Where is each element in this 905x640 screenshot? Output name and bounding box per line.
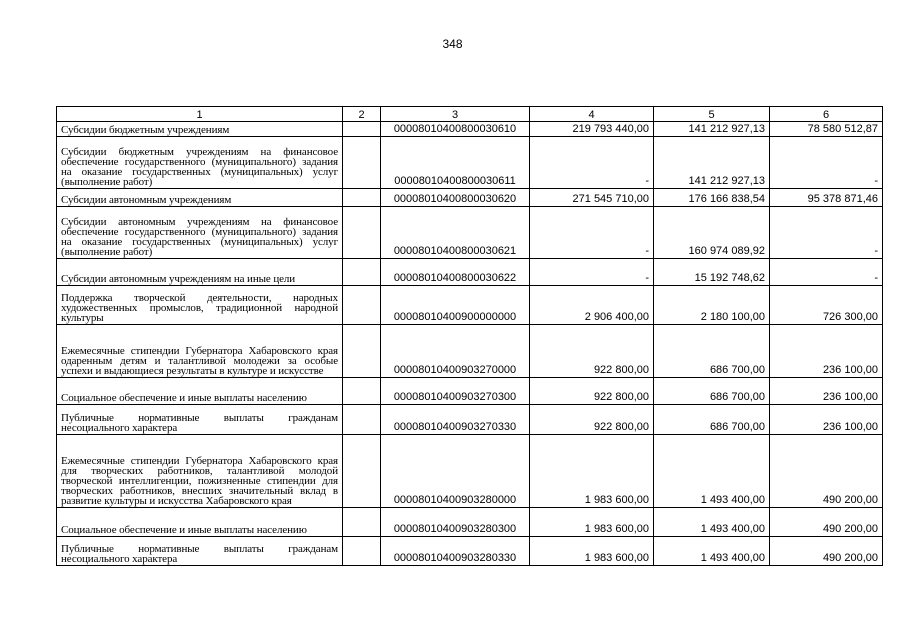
row-amount-col4: 922 800,00 <box>530 405 654 435</box>
table-row <box>57 137 883 189</box>
row-amount-col4: 271 545 710,00 <box>530 189 654 207</box>
row-col2 <box>343 508 381 537</box>
row-amount-col6: 236 100,00 <box>770 325 883 378</box>
row-amount-col4: 2 906 400,00 <box>530 286 654 325</box>
row-amount-col4: 922 800,00 <box>530 325 654 378</box>
row-col2 <box>343 137 381 189</box>
row-amount-col4: 922 800,00 <box>530 378 654 405</box>
page-number: 348 <box>442 37 463 51</box>
row-amount-col5: 141 212 927,13 <box>654 122 770 137</box>
row-description: Субсидии бюджетным учреждениям <box>57 122 343 137</box>
row-code: 00008010400903280000 <box>381 435 530 508</box>
row-amount-col6: 78 580 512,87 <box>770 122 883 137</box>
table-row <box>57 325 883 378</box>
row-amount-col5: 176 166 838,54 <box>654 189 770 207</box>
row-col2 <box>343 537 381 566</box>
column-header-3: 3 <box>381 107 530 122</box>
table-row <box>57 207 883 259</box>
row-col2 <box>343 189 381 207</box>
table-row <box>57 435 883 508</box>
row-amount-col5: 686 700,00 <box>654 325 770 378</box>
budget-table <box>56 106 883 566</box>
column-header-4: 4 <box>530 107 654 122</box>
row-code: 00008010400800030610 <box>381 122 530 137</box>
table-row <box>57 189 883 207</box>
row-code: 00008010400800030621 <box>381 207 530 259</box>
row-amount-col5: 686 700,00 <box>654 378 770 405</box>
row-amount-col5: 2 180 100,00 <box>654 286 770 325</box>
row-amount-col5: 15 192 748,62 <box>654 259 770 286</box>
row-amount-col5: 1 493 400,00 <box>654 537 770 566</box>
row-amount-col5: 1 493 400,00 <box>654 508 770 537</box>
row-amount-col6: - <box>770 137 883 189</box>
row-col2 <box>343 122 381 137</box>
column-header-5: 5 <box>654 107 770 122</box>
table-row <box>57 259 883 286</box>
column-header-1: 1 <box>57 107 343 122</box>
table-row <box>57 378 883 405</box>
row-code: 00008010400903270000 <box>381 325 530 378</box>
row-description: Ежемесячные стипендии Губернатора Хабаровского края для творческих работников, талантливой молодой творческой интеллигенции, пожизненные стипендии для творческих работников, внесших значительный вклад в развитие культуры и искусства Хабаровского края <box>57 435 343 508</box>
row-description: Социальное обеспечение и иные выплаты населению <box>57 378 343 405</box>
column-header-2: 2 <box>343 107 381 122</box>
row-code: 00008010400903280330 <box>381 537 530 566</box>
table-row <box>57 405 883 435</box>
row-code: 00008010400903270330 <box>381 405 530 435</box>
row-description: Субсидии автономным учреждениям <box>57 189 343 207</box>
row-amount-col6: 726 300,00 <box>770 286 883 325</box>
row-description: Социальное обеспечение и иные выплаты населению <box>57 508 343 537</box>
row-amount-col6: 490 200,00 <box>770 435 883 508</box>
row-amount-col6: 490 200,00 <box>770 537 883 566</box>
row-description: Субсидии автономным учреждениям на иные цели <box>57 259 343 286</box>
row-col2 <box>343 325 381 378</box>
table-row <box>57 286 883 325</box>
row-code: 00008010400800030611 <box>381 137 530 189</box>
table-row <box>57 508 883 537</box>
row-amount-col6: 95 378 871,46 <box>770 189 883 207</box>
row-code: 00008010400900000000 <box>381 286 530 325</box>
row-amount-col4: 1 983 600,00 <box>530 435 654 508</box>
header-row <box>57 107 883 122</box>
row-amount-col5: 141 212 927,13 <box>654 137 770 189</box>
table-row <box>57 537 883 566</box>
row-amount-col6: - <box>770 259 883 286</box>
row-description: Публичные нормативные выплаты гражданам несоциального характера <box>57 405 343 435</box>
row-amount-col6: - <box>770 207 883 259</box>
row-amount-col5: 686 700,00 <box>654 405 770 435</box>
row-amount-col4: - <box>530 259 654 286</box>
row-col2 <box>343 405 381 435</box>
row-code: 00008010400800030622 <box>381 259 530 286</box>
row-description: Поддержка творческой деятельности, народных художественных промыслов, традиционной народной культуры <box>57 286 343 325</box>
row-amount-col4: 219 793 440,00 <box>530 122 654 137</box>
table-row <box>57 122 883 137</box>
row-code: 00008010400903270300 <box>381 378 530 405</box>
row-amount-col4: 1 983 600,00 <box>530 537 654 566</box>
row-amount-col5: 160 974 089,92 <box>654 207 770 259</box>
row-amount-col4: - <box>530 207 654 259</box>
row-col2 <box>343 286 381 325</box>
row-amount-col5: 1 493 400,00 <box>654 435 770 508</box>
row-amount-col4: 1 983 600,00 <box>530 508 654 537</box>
row-col2 <box>343 259 381 286</box>
row-description: Публичные нормативные выплаты гражданам несоциального характера <box>57 537 343 566</box>
row-code: 00008010400903280300 <box>381 508 530 537</box>
row-col2 <box>343 435 381 508</box>
row-description: Субсидии бюджетным учреждениям на финансовое обеспечение государственного (муниципального) задания на оказание государственных (муниципальных) услуг (выполнение работ) <box>57 137 343 189</box>
row-amount-col6: 490 200,00 <box>770 508 883 537</box>
row-col2 <box>343 378 381 405</box>
row-amount-col4: - <box>530 137 654 189</box>
row-description: Субсидии автономным учреждениям на финансовое обеспечение государственного (муниципального) задания на оказание государственных (муниципальных) услуг (выполнение работ) <box>57 207 343 259</box>
row-code: 00008010400800030620 <box>381 189 530 207</box>
row-amount-col6: 236 100,00 <box>770 378 883 405</box>
row-col2 <box>343 207 381 259</box>
column-header-6: 6 <box>770 107 883 122</box>
row-amount-col6: 236 100,00 <box>770 405 883 435</box>
row-description: Ежемесячные стипендии Губернатора Хабаровского края одаренным детям и талантливой молодежи за особые успехи и выдающиеся результаты в культуре и искусстве <box>57 325 343 378</box>
